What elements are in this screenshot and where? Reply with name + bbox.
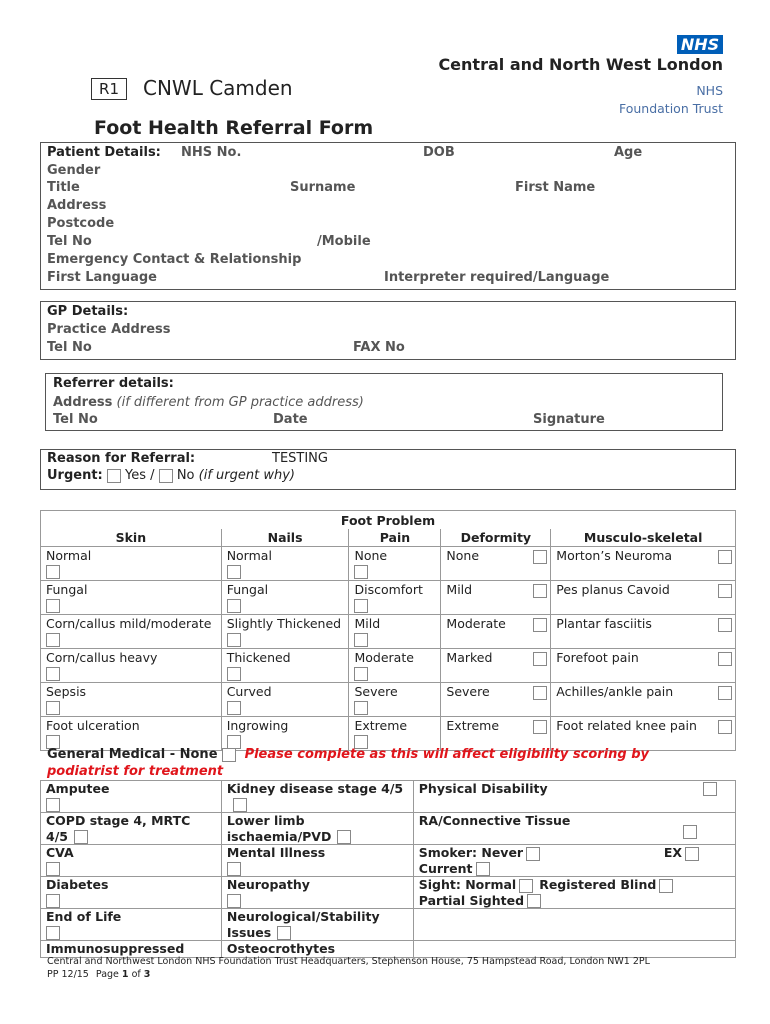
service-name: CNWL Camden — [143, 76, 293, 100]
foot-problem-checkbox[interactable] — [718, 686, 732, 700]
general-medical-cell — [221, 877, 413, 909]
general-medical-cell — [41, 781, 222, 813]
general-medical-row — [41, 877, 736, 909]
foot-problem-checkbox[interactable] — [227, 599, 241, 613]
foot-problem-cell — [551, 615, 736, 649]
general-medical-cell — [413, 909, 735, 941]
foot-problem-option-label: Mild — [446, 582, 473, 597]
foot-problem-cell — [349, 581, 441, 615]
gp-heading: GP Details: — [47, 304, 129, 319]
foot-problem-cell — [441, 547, 551, 581]
condition-label: COPD stage 4, MRTC 4/5 — [46, 813, 191, 844]
urgent-no-note: (if urgent why) — [198, 468, 295, 483]
general-medical-note2: podiatrist for treatment — [47, 764, 224, 779]
footer-page-num: 1 — [121, 969, 129, 980]
general-medical-row — [41, 781, 736, 813]
foot-problem-option-label: Extreme — [446, 718, 500, 733]
urgent-yes-checkbox[interactable] — [107, 469, 121, 483]
referrer-date-label: Date — [273, 412, 308, 427]
referrer-address-line — [53, 394, 364, 411]
title-label: Title — [47, 180, 80, 195]
general-medical-row — [41, 941, 736, 958]
reason-value: TESTING — [272, 451, 328, 466]
condition-label: Physical Disability — [418, 781, 548, 796]
general-medical-cell — [221, 845, 413, 877]
referrer-heading: Referrer details: — [53, 376, 174, 391]
foot-problem-option-label: Moderate — [446, 616, 506, 631]
foot-problem-header-row — [41, 529, 736, 547]
foot-problem-cell — [551, 581, 736, 615]
condition-label: Sight: Normal — [418, 877, 517, 892]
urgent-no-label: No — [176, 468, 195, 483]
foot-problem-checkbox[interactable] — [718, 720, 732, 734]
foot-problem-checkbox[interactable] — [46, 633, 60, 647]
foot-problem-option-label: Normal — [46, 548, 92, 563]
foot-problem-option-label: Foot related knee pain — [556, 718, 697, 733]
foot-problem-row — [41, 683, 736, 717]
foot-problem-checkbox[interactable] — [354, 701, 368, 715]
foot-problem-checkbox[interactable] — [354, 667, 368, 681]
foot-problem-option-label: Marked — [446, 650, 493, 665]
org-sub1: NHS — [696, 83, 723, 98]
footer-code: PP 12/15 — [47, 969, 89, 980]
urgent-no-checkbox[interactable] — [159, 469, 173, 483]
interpreter-label: Interpreter required/Language — [384, 270, 610, 285]
mobile-label: /Mobile — [317, 234, 371, 249]
foot-problem-cell — [221, 547, 349, 581]
condition-checkbox[interactable] — [526, 847, 540, 861]
foot-problem-checkbox[interactable] — [533, 686, 547, 700]
foot-problem-checkbox[interactable] — [533, 720, 547, 734]
condition-label: Kidney disease stage 4/5 — [226, 781, 404, 796]
org-name: Central and North West London — [438, 55, 723, 74]
general-medical-cell — [413, 877, 735, 909]
footer-page-total: 3 — [143, 969, 151, 980]
foot-problem-checkbox[interactable] — [354, 565, 368, 579]
general-medical-cell — [413, 941, 735, 958]
foot-problem-option-label: Corn/callus mild/moderate — [46, 616, 212, 631]
foot-problem-cell — [41, 615, 222, 649]
urgent-yes-label: Yes / — [125, 468, 155, 483]
general-medical-cell — [413, 845, 735, 877]
foot-problem-checkbox[interactable] — [354, 633, 368, 647]
condition-label: End of Life — [46, 909, 122, 924]
general-medical-cell — [221, 941, 413, 958]
foot-problem-cell — [441, 683, 551, 717]
general-medical-heading: General Medical - None — [47, 747, 218, 762]
footer-page-word: Page — [95, 969, 119, 980]
foot-problem-checkbox[interactable] — [533, 652, 547, 666]
foot-problem-checkbox[interactable] — [46, 667, 60, 681]
foot-problem-option-label: Achilles/ankle pain — [556, 684, 674, 699]
condition-checkbox[interactable] — [46, 894, 60, 908]
foot-problem-option-label: Severe — [446, 684, 490, 699]
general-medical-cell — [41, 813, 222, 845]
condition-checkbox[interactable] — [659, 879, 673, 893]
condition-checkbox[interactable] — [46, 926, 60, 940]
condition-checkbox[interactable] — [703, 782, 717, 796]
foot-problem-title: Foot Problem — [41, 511, 736, 530]
foot-problem-cell — [441, 581, 551, 615]
foot-problem-option-label: Slightly Thickened — [226, 616, 342, 631]
foot-problem-cell — [551, 649, 736, 683]
foot-problem-checkbox[interactable] — [718, 618, 732, 632]
condition-checkbox[interactable] — [685, 847, 699, 861]
foot-problem-option-label: Moderate — [354, 650, 414, 665]
foot-problem-cell — [41, 649, 222, 683]
condition-checkbox[interactable] — [233, 798, 247, 812]
foot-problem-checkbox[interactable] — [533, 584, 547, 598]
foot-problem-table — [40, 510, 736, 751]
org-sub2: Foundation Trust — [618, 101, 723, 116]
condition-checkbox[interactable] — [74, 830, 88, 844]
foot-problem-option-label: Morton’s Neuroma — [556, 548, 673, 563]
general-medical-cell — [413, 813, 735, 845]
footer-of-word: of — [131, 969, 141, 980]
condition-label: Osteocrothytes — [226, 941, 336, 956]
referrer-signature-label: Signature — [533, 412, 605, 427]
form-title: Foot Health Referral Form — [94, 117, 374, 139]
condition-label: Neurological/Stability Issues — [226, 909, 380, 940]
condition-checkbox[interactable] — [227, 862, 241, 876]
foot-problem-checkbox[interactable] — [46, 701, 60, 715]
reason-heading: Reason for Referral: — [47, 451, 196, 466]
general-medical-cell — [221, 781, 413, 813]
ref-code-box: R1 — [91, 78, 127, 100]
foot-problem-col-header: Pain — [349, 529, 441, 547]
referrer-address-label: Address — [53, 395, 113, 410]
foot-problem-checkbox[interactable] — [227, 667, 241, 681]
foot-problem-option-label: Extreme — [354, 718, 408, 733]
foot-problem-cell — [349, 547, 441, 581]
tel-no-label: Tel No — [47, 234, 92, 249]
foot-problem-col-header: Skin — [41, 529, 222, 547]
general-medical-cell — [41, 877, 222, 909]
foot-problem-option-label: Severe — [354, 684, 398, 699]
general-medical-row — [41, 845, 736, 877]
foot-problem-row — [41, 547, 736, 581]
surname-label: Surname — [290, 180, 356, 195]
general-medical-note: Please complete as this will affect eligibility scoring by — [244, 747, 650, 762]
foot-problem-option-label: Fungal — [46, 582, 88, 597]
foot-problem-checkbox[interactable] — [718, 652, 732, 666]
general-medical-none-checkbox[interactable] — [222, 748, 236, 762]
condition-label: EX — [663, 845, 682, 860]
foot-problem-cell — [441, 649, 551, 683]
general-medical-cell — [41, 845, 222, 877]
address-label: Address — [47, 198, 107, 213]
condition-checkbox[interactable] — [277, 926, 291, 940]
footer-address: Central and Northwest London NHS Foundation Trust Headquarters, Stephenson House, 75 Hampstead Road, London NW1 2PL — [47, 956, 650, 967]
foot-problem-option-label: Normal — [226, 548, 272, 563]
foot-problem-checkbox[interactable] — [227, 701, 241, 715]
foot-problem-option-label: Foot ulceration — [46, 718, 140, 733]
foot-problem-checkbox[interactable] — [227, 565, 241, 579]
first-name-label: First Name — [515, 180, 596, 195]
emergency-contact-label: Emergency Contact & Relationship — [47, 252, 302, 267]
foot-problem-col-header: Deformity — [441, 529, 551, 547]
condition-checkbox[interactable] — [46, 798, 60, 812]
foot-problem-option-label: Pes planus Cavoid — [556, 582, 670, 597]
foot-problem-col-header: Musculo-skeletal — [551, 529, 736, 547]
foot-problem-option-label: Ingrowing — [226, 718, 289, 733]
foot-problem-checkbox[interactable] — [533, 550, 547, 564]
condition-checkbox[interactable] — [46, 862, 60, 876]
foot-problem-option-label: Forefoot pain — [556, 650, 639, 665]
condition-label: RA/Connective Tissue — [418, 813, 571, 828]
condition-label: Smoker: Never — [418, 845, 524, 860]
foot-problem-cell — [349, 615, 441, 649]
foot-problem-cell — [349, 649, 441, 683]
general-medical-row — [41, 909, 736, 941]
foot-problem-option-label: Thickened — [226, 650, 291, 665]
general-medical-cell — [41, 909, 222, 941]
foot-problem-checkbox[interactable] — [46, 565, 60, 579]
smoker-ex-group — [664, 845, 699, 861]
gp-fax-label: FAX No — [353, 340, 405, 355]
general-medical-cell — [41, 941, 222, 958]
patient-heading: Patient Details: — [47, 145, 161, 160]
foot-problem-cell — [41, 581, 222, 615]
foot-problem-checkbox[interactable] — [354, 599, 368, 613]
general-medical-cell — [221, 909, 413, 941]
foot-problem-row — [41, 615, 736, 649]
postcode-label: Postcode — [47, 216, 115, 231]
condition-label: Partial Sighted — [418, 892, 525, 908]
foot-problem-option-label: Sepsis — [46, 684, 87, 699]
condition-checkbox[interactable] — [527, 894, 541, 908]
first-language-label: First Language — [47, 270, 157, 285]
foot-problem-option-label: Fungal — [226, 582, 269, 597]
practice-address-label: Practice Address — [47, 322, 171, 337]
foot-problem-cell — [41, 547, 222, 581]
foot-problem-col-header: Nails — [221, 529, 349, 547]
foot-problem-cell — [221, 581, 349, 615]
condition-label: CVA — [46, 845, 74, 860]
foot-problem-checkbox[interactable] — [533, 618, 547, 632]
footer-page-line — [47, 969, 150, 980]
condition-checkbox[interactable] — [337, 830, 351, 844]
foot-problem-option-label: None — [446, 548, 480, 563]
general-medical-table — [40, 780, 736, 958]
foot-problem-cell — [221, 615, 349, 649]
referrer-tel-label: Tel No — [53, 412, 98, 427]
foot-problem-cell — [349, 683, 441, 717]
condition-label: Current — [418, 860, 473, 876]
foot-problem-checkbox[interactable] — [718, 584, 732, 598]
condition-label: Diabetes — [46, 877, 109, 892]
condition-label: Registered Blind — [539, 877, 657, 892]
foot-problem-cell — [221, 649, 349, 683]
urgent-line — [47, 467, 295, 484]
urgent-label: Urgent: — [47, 468, 103, 483]
gender-label: Gender — [47, 163, 101, 178]
foot-problem-option-label: Corn/callus heavy — [46, 650, 158, 665]
foot-problem-cell — [551, 547, 736, 581]
condition-checkbox[interactable] — [519, 879, 533, 893]
foot-problem-checkbox[interactable] — [227, 633, 241, 647]
condition-label: Immunosuppressed — [46, 941, 185, 956]
foot-problem-checkbox[interactable] — [46, 599, 60, 613]
age-label: Age — [614, 145, 643, 160]
foot-problem-row — [41, 581, 736, 615]
condition-label: Neuropathy — [226, 877, 310, 892]
general-medical-line — [47, 746, 649, 763]
foot-problem-option-label: None — [354, 548, 388, 563]
foot-problem-option-label: Curved — [226, 684, 272, 699]
condition-label: Lower limb ischaemia/PVD — [226, 813, 332, 844]
condition-checkbox[interactable] — [476, 862, 490, 876]
condition-checkbox[interactable] — [683, 825, 697, 839]
condition-label: Amputee — [46, 781, 110, 796]
general-medical-cell — [413, 781, 735, 813]
foot-problem-row — [41, 649, 736, 683]
foot-problem-option-label: Plantar fasciitis — [556, 616, 652, 631]
foot-problem-option-label: Mild — [354, 616, 381, 631]
condition-label: Mental Illness — [226, 845, 326, 860]
foot-problem-cell — [551, 683, 736, 717]
foot-problem-cell — [441, 615, 551, 649]
condition-checkbox[interactable] — [227, 894, 241, 908]
foot-problem-cell — [221, 683, 349, 717]
nhs-no-label: NHS No. — [181, 145, 242, 160]
foot-problem-checkbox[interactable] — [718, 550, 732, 564]
foot-problem-option-label: Discomfort — [354, 582, 423, 597]
referrer-address-note: (if different from GP practice address) — [116, 395, 364, 410]
dob-label: DOB — [423, 145, 455, 160]
general-medical-row — [41, 813, 736, 845]
general-medical-cell — [221, 813, 413, 845]
nhs-logo: NHS — [677, 35, 723, 54]
foot-problem-cell — [41, 683, 222, 717]
gp-tel-label: Tel No — [47, 340, 92, 355]
